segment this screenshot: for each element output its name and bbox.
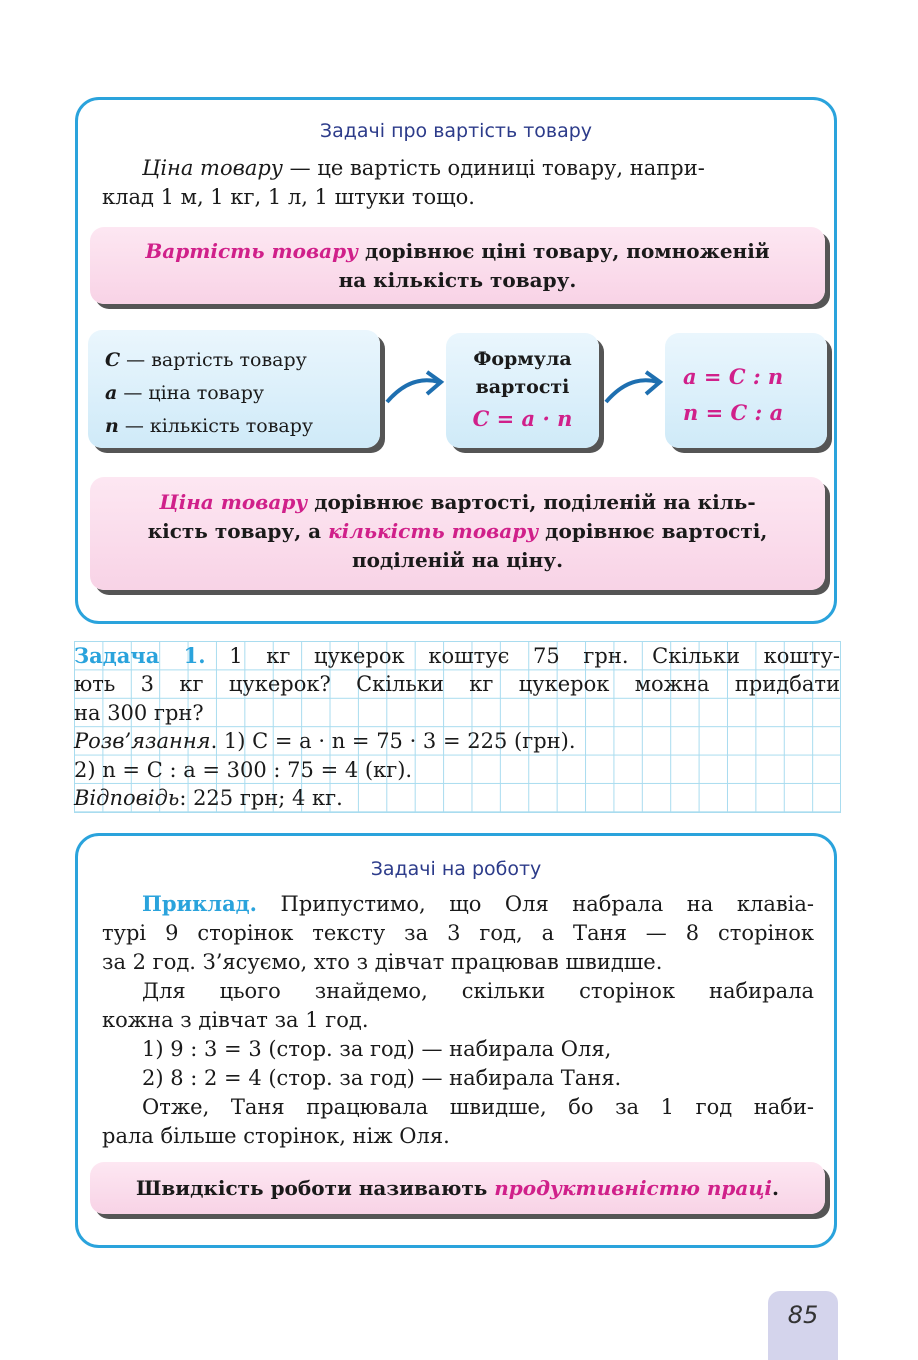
solution-label: Розв’язання [74, 729, 211, 754]
legend-box [88, 330, 380, 448]
rule1-line2: на кількість товару. [338, 268, 577, 292]
solution-line1: . 1) C = a · n = 75 · 3 = 225 (грн). [210, 729, 576, 754]
answer-label: Відповідь [74, 786, 180, 811]
arrow-right-icon-2 [602, 368, 664, 408]
task1-label: Задача 1. [74, 643, 206, 668]
formula-title-2: вартості [475, 376, 570, 398]
productivity-rule-box: Швидкість роботи називають продуктивністю праці. [90, 1162, 825, 1214]
step1: 1) 9 : 3 = 3 (стор. за год) — набирала Оля, [142, 1037, 612, 1061]
task1-line1: 1 кг цукерок коштує 75 грн. Скільки кошту- [205, 644, 840, 668]
rule1-line1: дорівнює ціні товару, помноженій [358, 239, 770, 263]
rule2-line3: поділеній на ціну. [351, 548, 564, 572]
price-quantity-rule-box: Ціна товару дорівнює вартості, поділеній на кіль- кість товару, а кількість товару дорівнює вартості, поділеній на ціну. [90, 477, 825, 590]
task1-line2: ють 3 кг цукерок? Скільки кг цукерок можна придбати [74, 672, 840, 697]
intro-term: Ціна товару [142, 156, 283, 180]
work-section-title: Задачі на роботу [370, 858, 542, 880]
cost-intro-paragraph [102, 154, 814, 212]
rule2-line1: дорівнює вартості, поділеній на кіль- [307, 490, 756, 514]
arrow-right-icon [383, 368, 445, 408]
rule2-term2: кількість товару [328, 519, 539, 543]
derived-formulas-box [665, 333, 827, 448]
page-number: 85 [768, 1291, 838, 1360]
rule2-term1: Ціна товару [159, 490, 308, 514]
derived-formula-price: a = C : n [683, 364, 784, 389]
answer-value: : 225 грн; 4 кг. [179, 786, 343, 811]
task1-block [74, 642, 840, 812]
cost-rule-box [90, 227, 825, 304]
task1-line3: на 300 грн? [74, 700, 204, 725]
cost-section-title: Задачі про вартість товару [319, 120, 593, 142]
work-section-panel [75, 833, 837, 1248]
rule1-term: Вартість товару [145, 239, 359, 263]
intro-line1: — це вартість одиниці товару, напри- [282, 156, 705, 180]
example-label: Приклад. [142, 891, 257, 916]
legend-quantity: n — кількість товару [105, 415, 314, 437]
solution-line2: 2) n = C : a = 300 : 75 = 4 (кг). [74, 757, 413, 782]
step2: 2) 8 : 2 = 4 (стор. за год) — набирала Таня. [142, 1066, 622, 1090]
legend-cost: C — вартість товару [105, 349, 307, 371]
derived-formula-quantity: n = C : a [683, 400, 784, 425]
formula-box [446, 333, 599, 448]
formula-value: C = a · n [472, 406, 573, 431]
formula-title-1: Формула [473, 348, 572, 370]
work-example-text: Приклад. Припустимо, що Оля набрала на клавіа- турі 9 сторінок тексту за 3 год, а Таня — 8 сторінок за 2 год. З’ясуємо, хто з дівчат працював швидше. Для цього знайдемо, скільки сторінок набирала кожна з дівчат за 1 год. 1) 9 : 3 = 3 (стор. за год) — набирала Оля, 2) 8 : 2 = 4 (стор. за год) — набирала Таня. Отже, Таня працювала швидше, бо за 1 год наби- рала більше сторінок, ніж Оля. [102, 891, 814, 1148]
legend-price: a — ціна товару [105, 382, 265, 404]
intro-line2: клад 1 м, 1 кг, 1 л, 1 штуки тощо. [102, 185, 475, 209]
cost-section-panel [75, 97, 837, 624]
productivity-term: продуктивністю праці [494, 1176, 773, 1200]
